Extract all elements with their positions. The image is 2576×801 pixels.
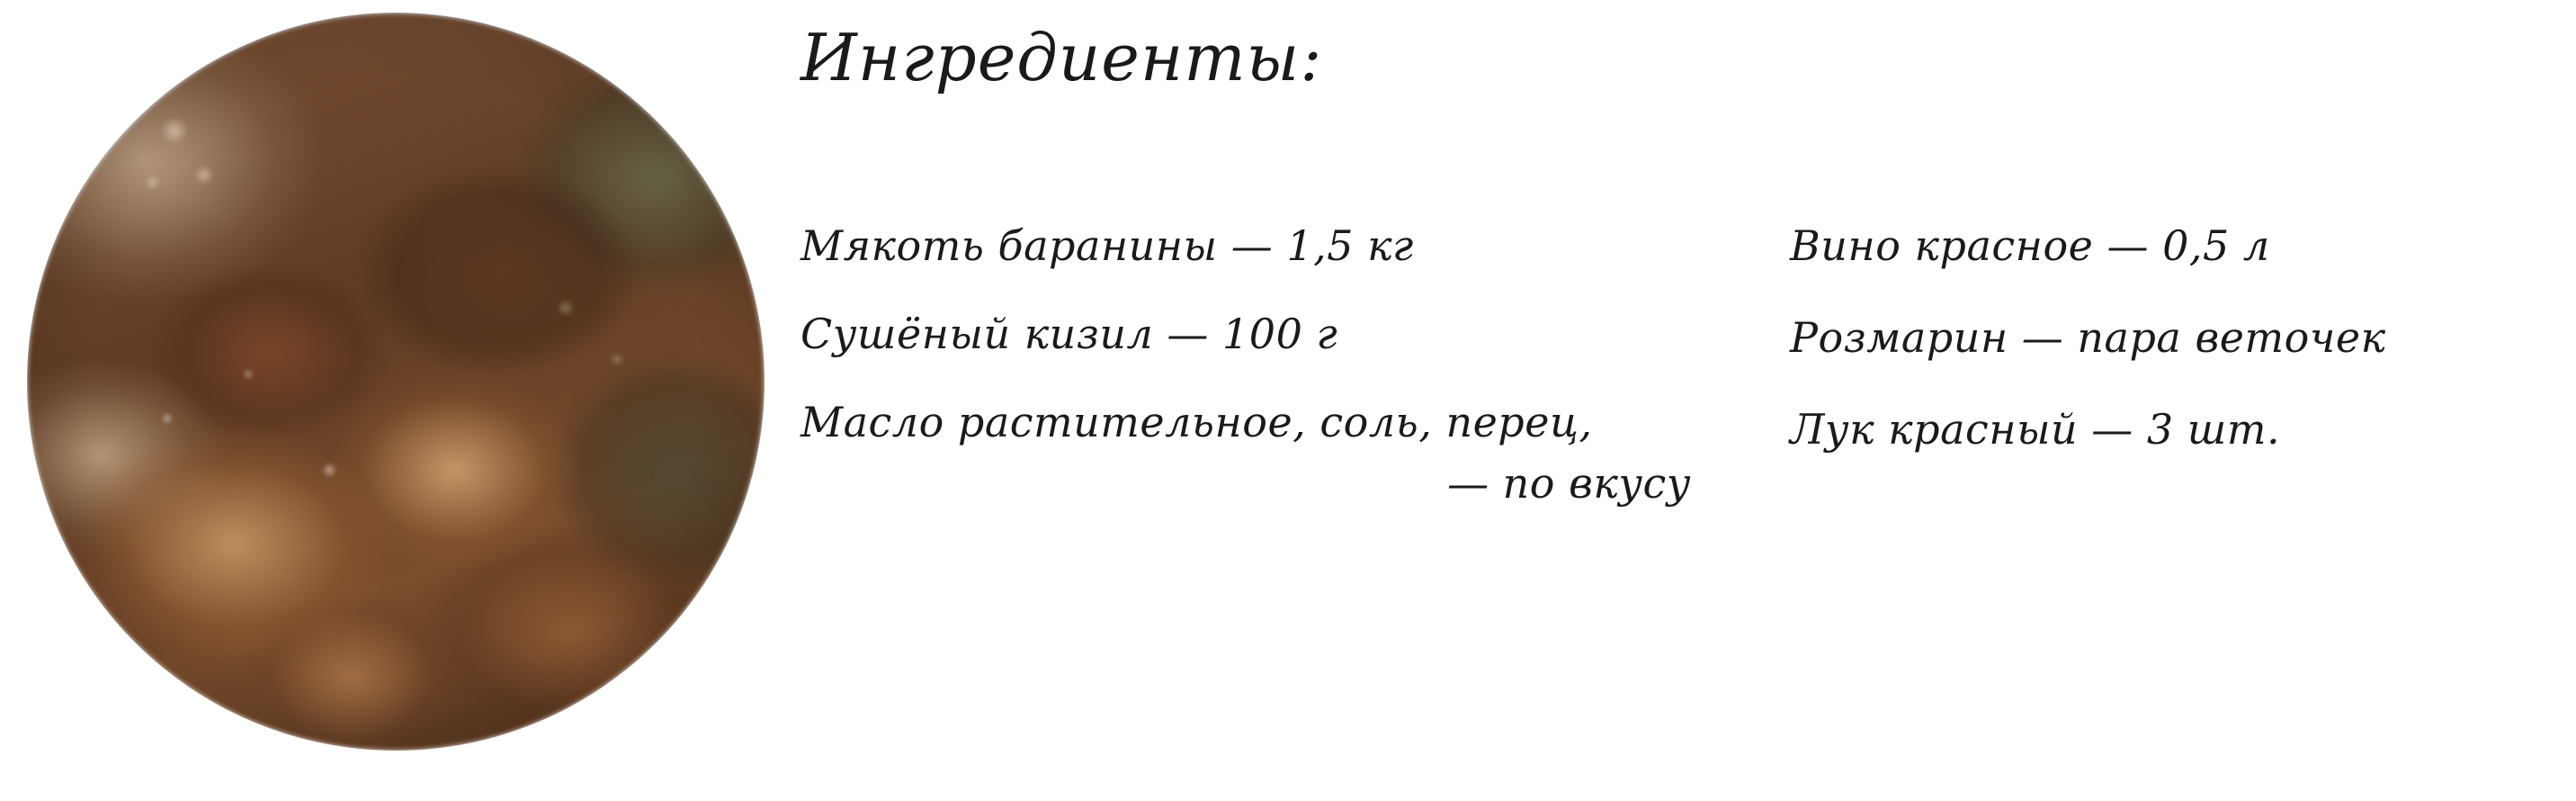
ingredient-item: Сушёный кизил — 100 г xyxy=(801,310,1338,358)
page-title: Ингредиенты: xyxy=(801,20,1323,95)
ingredient-continuation: — по вкусу xyxy=(1447,459,1691,508)
dish-photo xyxy=(27,13,765,751)
ingredient-item: Розмарин — пара веточек xyxy=(1790,313,2386,362)
ingredient-text: Масло растительное, соль, перец, xyxy=(801,398,1593,446)
ingredients-columns xyxy=(801,221,2545,551)
ingredient-item xyxy=(801,398,1790,508)
ingredients-content xyxy=(792,0,2554,801)
dish-photo-vignette xyxy=(27,13,765,751)
ingredient-item: Лук красный — 3 шт. xyxy=(1790,405,2281,454)
ingredient-item: Вино красное — 0,5 л xyxy=(1790,221,2270,270)
ingredient-item: Мякоть баранины — 1,5 кг xyxy=(801,221,1414,270)
ingredients-column-left xyxy=(801,221,1790,551)
ingredients-column-right xyxy=(1790,221,2509,500)
